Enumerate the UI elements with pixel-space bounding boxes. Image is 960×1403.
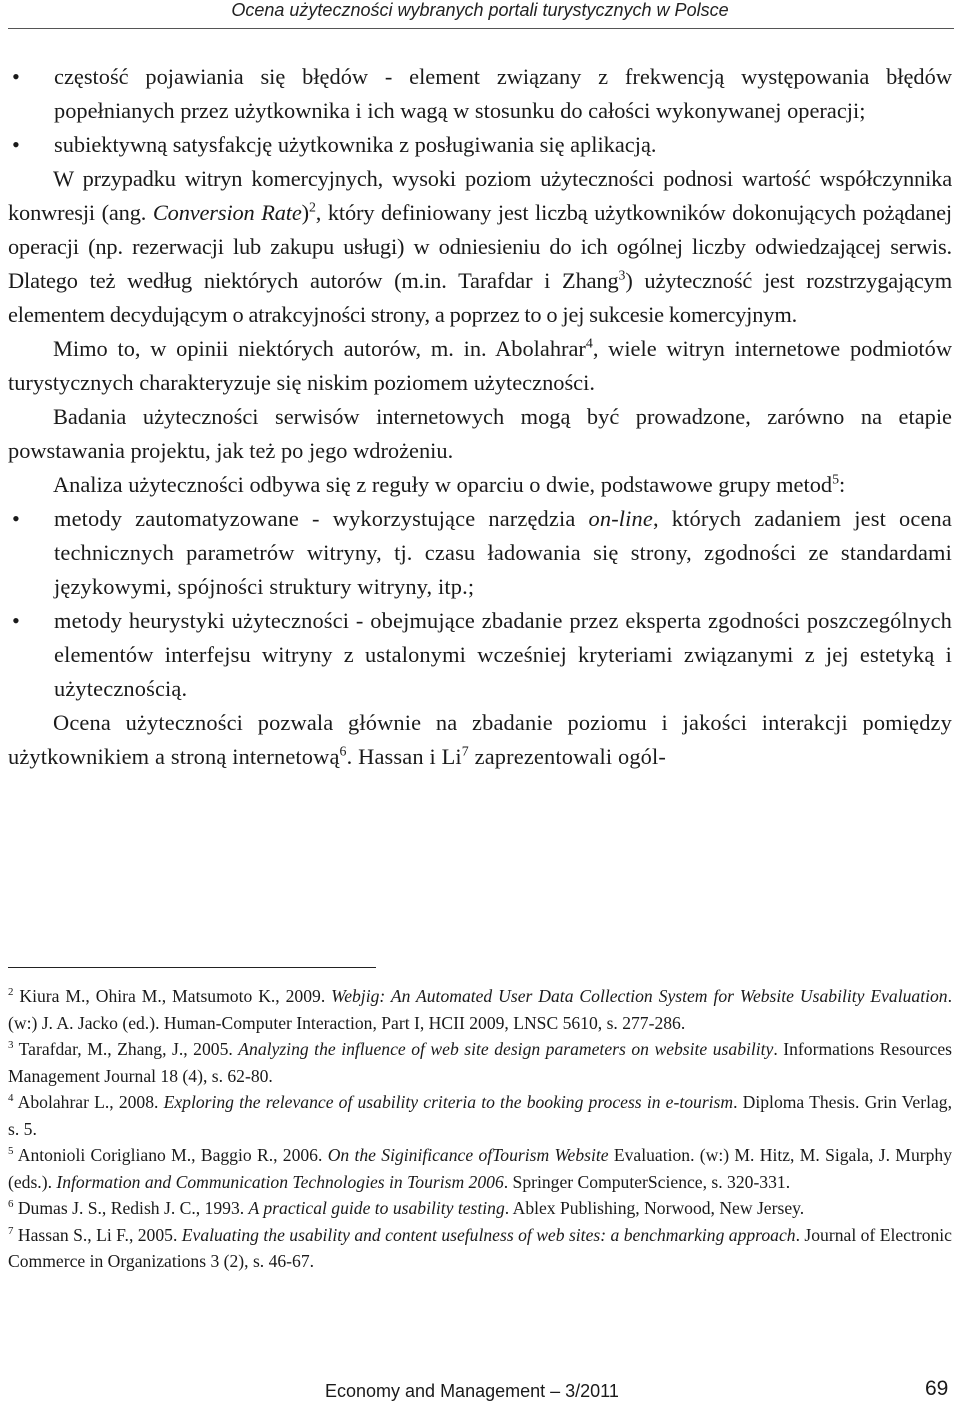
title-italic: Webjig: An Automated User Data Collection System for Website Usability Evaluation [331,986,948,1006]
title-italic: Information and Communication Technologies in Tourism 2006 [56,1171,504,1192]
footnote-separator [8,967,376,968]
title-italic: Analyzing the influence of web site design parameters on website usability [238,1039,774,1059]
text-run: ) [301,200,309,225]
bullet-item [8,502,952,604]
title-italic: Evaluating the usability and content usefulness of web sites: a benchmarking approach [181,1224,796,1245]
title-italic: A practical guide to usability testing [248,1198,505,1218]
footnote-ref: 6 [339,744,347,760]
running-title: Ocena użyteczności wybranych portali turystycznych w Polsce [231,0,729,20]
footnotes [8,983,952,1275]
footnote [8,1089,952,1142]
text-run: . Diploma Thesis. Grin Verlag, s. 5. [8,1092,952,1139]
bullet-item [8,604,952,706]
bullet-icon: • [12,64,20,89]
footnote-number: 7 [8,1224,14,1237]
text-run: Analiza użyteczności odbywa się z reguły w oparciu o dwie, podstawowe grupy metod [53,472,833,497]
bullet-text: częstość pojawiania się błędów - element związany z frekwencją występowania błędów popełnianych przez użytkownika i ich wagą w stosunku do całości wykonywanej operacji; [54,64,952,123]
journal-name: Economy and Management – 3/2011 [325,1381,619,1401]
footnote-number: 2 [8,986,14,999]
text-run: . Journal of Electronic Commerce in Organizations 3 (2), s. 46-67. [8,1224,952,1271]
bullet-icon: • [12,506,20,531]
page-number: 69 [925,1377,949,1400]
footnote [8,1142,952,1195]
title-italic: On the Siginificance ofTourism Website [327,1145,609,1165]
text-run: . Hassan i Li [346,744,462,769]
text-run: Ocena użyteczności pozwala głównie na zbadanie poziomu i jakości interakcji pomiędzy użytkownikiem a stroną internetową [8,710,952,769]
text-run: , wiele witryn internetowe podmiotów turystycznych charakteryzuje się niskim poziomem użyteczności. [8,336,952,395]
footnote [8,1036,952,1089]
footnote-ref: 5 [832,472,840,488]
footnote-number: 3 [8,1039,14,1052]
text-run: Tarafdar, M., Zhang, J., 2005. [13,1039,239,1059]
bullet-icon: • [12,608,20,633]
footnote-number: 4 [8,1092,14,1105]
text-run: . Springer ComputerScience, s. 320-331. [503,1171,791,1192]
bullet-icon: • [12,132,20,157]
page-footer [0,1377,960,1403]
footnote [8,1195,952,1222]
text-run: ) użyteczność jest rozstrzygającym elementem decydującym o atrakcyjności strony, a poprzez to o jej sukcesie komercyjnym. [8,268,952,327]
bullet-item [8,128,952,162]
paragraph [8,706,952,774]
footnote-ref: 4 [585,336,593,352]
text-run: . Ablex Publishing, Norwood, New Jersey. [504,1198,805,1218]
footnote-number: 6 [8,1198,14,1211]
footnote-ref: 7 [461,744,469,760]
bullet-item [8,60,952,128]
text-run: . Informations Resources Management Journal 18 (4), s. 62-80. [8,1039,952,1086]
header-rule [8,28,954,29]
paragraph: Badania użyteczności serwisów internetowych mogą być prowadzone, zarówno na etapie powstawania projektu, jak też po jego wdrożeniu. [8,404,952,463]
footnote [8,983,952,1036]
text-run: Hassan S., Li F., 2005. [13,1224,182,1245]
paragraph [8,468,952,502]
text-run: Antonioli Corigliano M., Baggio R., 2006. [13,1145,328,1165]
text-run: zaprezentowali ogól- [468,744,666,769]
text-run: metody zautomatyzowane - wykorzystujące narzędzia [54,506,589,531]
paragraph [8,332,952,400]
text-run: . (w:) J. A. Jacko (ed.). Human-Computer Interaction, Part I, HCII 2009, LNSC 5610, s. 277-286. [8,986,952,1033]
text-run: : [839,472,846,497]
paragraph [8,162,952,332]
text-run: , który definiowany jest liczbą użytkowników dokonujących pożądanej operacji (np. rezerwacji lub zakupu usługi) w odniesieniu do ich ogólnej liczby odwiedzającej serwis. Dlatego też według niektórych autorów (m.in. Tarafdar i Zhang [8,200,952,293]
footnote-ref: 3 [618,268,626,284]
term-italic: Conversion Rate [152,200,302,225]
footnote [8,1222,952,1275]
text-run: , których zadaniem jest ocena technicznych parametrów witryny, tj. czasu ładowania się strony, zgodności ze standardami językowymi, spójności struktury witryny, itp.; [54,506,952,599]
text-run: Evaluation. (w:) M. Hitz, M. Sigala, J. Murphy (eds.). [8,1145,952,1192]
term-italic: on-line [588,506,653,531]
text-run: Kiura M., Ohira M., Matsumoto K., 2009. [13,986,332,1006]
text-run: W przypadku witryn komercyjnych, wysoki poziom użyteczności podnosi wartość współczynnika konwresji (ang. [8,166,952,225]
bullet-text: metody heurystyki użyteczności - obejmujące zbadanie przez eksperta zgodności poszczególnych elementów interfejsu witryny z ustalonymi wcześniej kryteriami związanymi z jej estetyką i użytecznością. [54,608,952,701]
text-run: Dumas J. S., Redish J. C., 1993. [13,1198,249,1218]
body-text [8,60,952,774]
text-run: Mimo to, w opinii niektórych autorów, m. in. Abolahrar [53,336,586,361]
footnote-number: 5 [8,1145,14,1158]
bullet-text: subiektywną satysfakcję użytkownika z posługiwania się aplikacją. [54,132,657,157]
footnote-ref: 2 [308,200,316,216]
title-italic: Exploring the relevance of usability criteria to the booking process in e-tourism [163,1092,734,1112]
text-run: Abolahrar L., 2008. [13,1092,164,1112]
